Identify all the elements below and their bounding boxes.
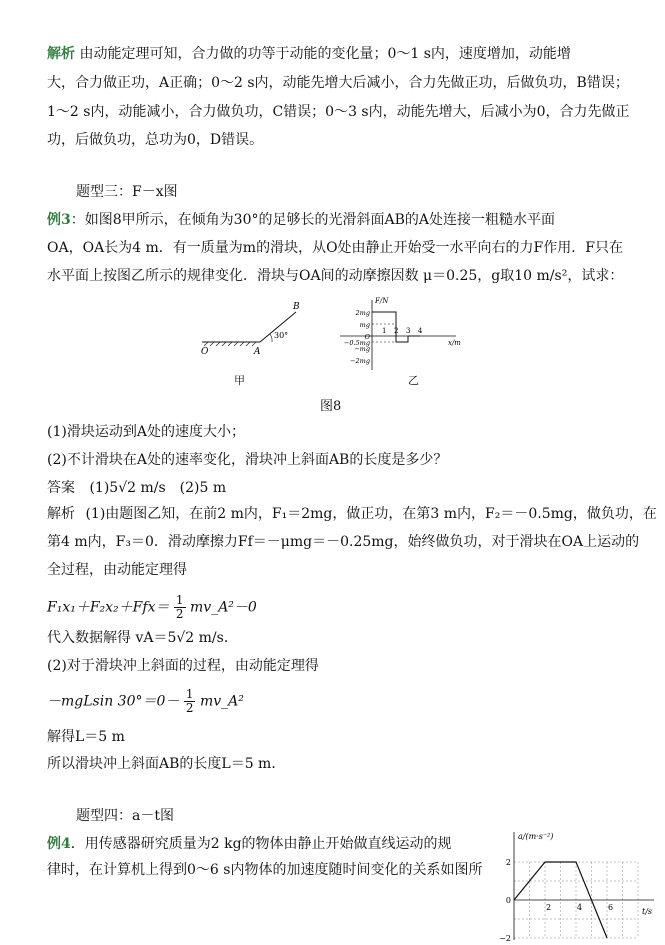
acceleration-time-chart (499, 828, 660, 943)
equation-2-left: －mgLsin 30°＝0－ (47, 693, 180, 710)
analysis-1-line-4: 功，后做负功，总功为0，D错误。 (47, 132, 264, 148)
analysis-2-line-3: 全过程，由动能定理得 (47, 562, 187, 578)
equation-1-fraction (174, 594, 186, 621)
question-1: (1)滑块运动到A处的速度大小； (47, 424, 245, 440)
fraction-numerator: 1 (185, 687, 194, 701)
answer-line (47, 478, 226, 498)
force-series-line (372, 312, 420, 342)
x-axis-label: t/s (642, 907, 653, 916)
substitution-line: 代入数据解得 vA＝5√2 m/s． (47, 630, 238, 646)
answer-label: 答案 (47, 480, 75, 496)
equation-1 (47, 594, 257, 621)
analysis-1-line-1 (47, 44, 571, 64)
analysis-1-line-3: 1～2 s内，动能减小，合力做负功，C错误；0～3 s内，动能先增大，后减小为0，合力先做正 (47, 104, 630, 120)
y-tick-label: 2mg (355, 309, 370, 317)
y-tick-label: −2 (499, 934, 511, 943)
example-3-line-1 (47, 210, 555, 230)
y-axis-label: a/(m·s⁻²) (518, 832, 554, 841)
x-tick-label: 3 (406, 327, 411, 335)
example-3-line-2: OA，OA长为4 m．有一质量为m的滑块，从O处由静止开始受一水平向右的力F作用．F只在 (47, 240, 623, 256)
force-displacement-chart (338, 294, 468, 372)
y-tick-label: −0.5mg (343, 339, 370, 347)
point-o-label: O (201, 347, 209, 357)
x-tick-label: 2 (546, 903, 552, 912)
angle-label: 30° (274, 331, 289, 340)
x-axis-label: x/m (448, 339, 461, 347)
x-tick-label: 4 (577, 903, 583, 912)
equation-2-right: mv_A² (199, 693, 244, 710)
example-4-label: 例4 (47, 836, 71, 852)
analysis-1-line-2: 大，合力做正功，A正确；0～2 s内，动能先增大后减小，合力先做正功，后做负功，B错误； (47, 75, 629, 91)
y-tick-label: 2 (505, 858, 511, 867)
fraction-denominator: 2 (175, 607, 184, 621)
question-2: (2)不计滑块在A处的速率变化，滑块冲上斜面AB的长度是多少？ (47, 452, 448, 468)
analysis-2-line-1 (47, 504, 657, 524)
equation-1-right: mv_A²－0 (190, 599, 257, 616)
analysis-label: 解析 (47, 46, 75, 62)
section-3-title: 题型三：F－x图 (76, 184, 178, 200)
example-4-line-2: 律时，在计算机上得到0～6 s内物体的加速度随时间变化的关系如图所 (47, 862, 483, 878)
section-4-title: 题型四：a－t图 (76, 808, 174, 824)
x-tick-label: 2 (394, 327, 399, 335)
example-4-text-1: ．用传感器研究质量为2 kg的物体由静止开始做直线运动的规 (70, 836, 452, 852)
y-tick-label: O (364, 333, 370, 341)
y-axis-label: F/N (375, 297, 389, 305)
y-tick-label: −mg (354, 345, 370, 353)
equation-2-fraction (184, 688, 196, 715)
x-tick-label: 4 (418, 327, 423, 335)
incline-diagram (198, 298, 310, 360)
example-4-line-1 (47, 834, 452, 854)
figure-8-right-label: 乙 (408, 374, 419, 387)
example-3-label: 例3 (47, 212, 71, 228)
solution-line-2: 所以滑块冲上斜面AB的长度L＝5 m． (47, 756, 286, 772)
fraction-denominator: 2 (185, 701, 194, 715)
point-b-label: B (293, 302, 300, 312)
analysis-2-text-1: (1)由题图乙知，在前2 m内，F₁＝2mg，做正功，在第3 m内，F₂＝－0.5mg，做负功，在 (85, 506, 657, 522)
analysis-2-label: 解析 (47, 506, 75, 522)
solution-line-1: 解得L＝5 m (47, 729, 125, 745)
point-a-label: A (254, 347, 261, 357)
equation-2 (47, 688, 244, 715)
figure-8-left-label: 甲 (234, 374, 245, 387)
y-tick-label: mg (359, 321, 370, 329)
x-tick-label: 6 (608, 903, 614, 912)
example-3-line-3: 水平面上按图乙所示的规律变化．滑块与OA间的动摩擦因数 μ＝0.25，g取10 m/s²，试求： (47, 268, 624, 284)
analysis-1-text-1: 由动能定理可知，合力做的功等于动能的变化量；0～1 s内，速度增加，动能增 (79, 46, 571, 62)
part-2-line: (2)对于滑块冲上斜面的过程，由动能定理得 (47, 658, 319, 674)
example-3-text-1: ：如图8甲所示，在倾角为30°的足够长的光滑斜面AB的A处连接一粗糙水平面 (70, 212, 555, 228)
x-tick-label: 1 (382, 327, 387, 335)
fraction-numerator: 1 (175, 593, 184, 607)
y-tick-label: −2mg (350, 357, 370, 365)
answer-text: (1)5√2 m/s (2)5 m (89, 480, 227, 496)
equation-1-left: F₁x₁＋F₂x₂＋Ffx＝ (47, 599, 170, 616)
y-tick-label: 0 (505, 896, 511, 905)
analysis-2-line-2: 第4 m内，F₃＝0．滑动摩擦力Ff＝－μmg＝－0.25mg，始终做负功，对于滑块在OA上运动的 (47, 534, 640, 550)
figure-8-caption: 图8 (320, 399, 342, 414)
